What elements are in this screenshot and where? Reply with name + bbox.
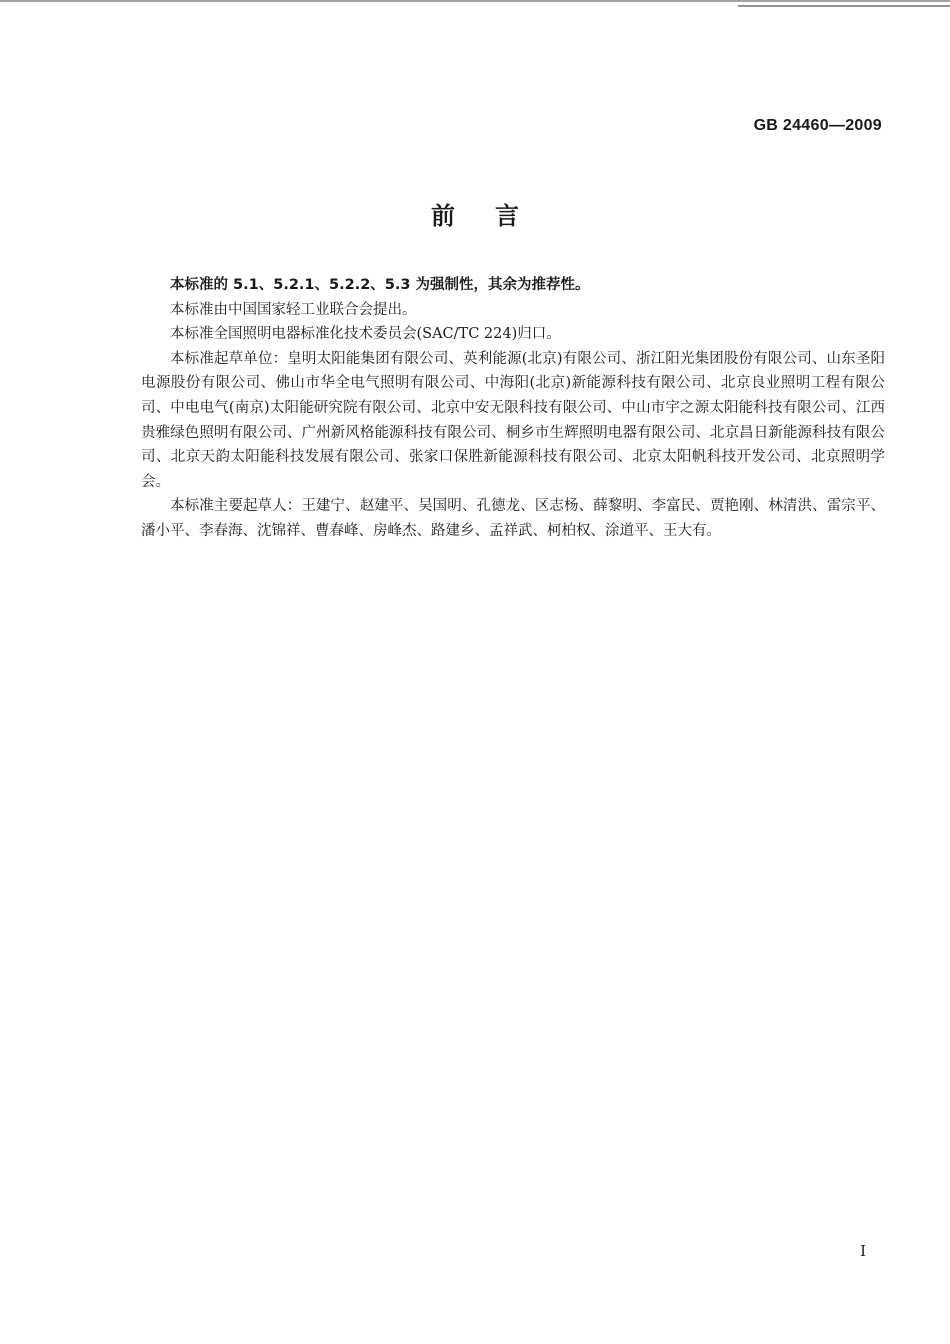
committee-paragraph: 本标准全国照明电器标准化技术委员会(SAC/TC 224)归口。 <box>170 326 561 343</box>
drafters-paragraph: 本标准主要起草人：王建宁、赵建平、吴国明、孔德龙、区志杨、薛黎明、李富民、贾艳刚、林清洪、雷宗平、潘小平、李春海、沈锦祥、曹春峰、房峰杰、路建乡、孟祥武、柯柏权、涂道平、王大有。 <box>141 498 885 539</box>
mandatory-clause-paragraph: 本标准的 5.1、5.2.1、5.2.2、5.3 为强制性，其余为推荐性。 <box>170 277 590 293</box>
standard-code: GB 24460—2009 <box>753 117 882 134</box>
page-title: 前言 <box>431 202 559 230</box>
proposer-paragraph: 本标准由中国国家轻工业联合会提出。 <box>170 301 417 318</box>
page-number: I <box>860 1242 866 1260</box>
drafting-units-paragraph: 本标准起草单位：皇明太阳能集团有限公司、英利能源(北京)有限公司、浙江阳光集团股份有限公司、山东圣阳电源股份有限公司、佛山市华全电气照明有限公司、中海阳(北京)新能源科技有限公司、北京良业照明工程有限公司、中电电气(南京)太阳能研究院有限公司、北京中安无限科技有限公司、中山市宇之源太阳能科技有限公司、江西贵雅绿色照明有限公司、广州新风格能源科技有限公司、桐乡市生辉照明电器有限公司、北京昌日新能源科技有限公司、北京天韵太阳能科技发展有限公司、张家口保胜新能源科技有限公司、北京太阳帆科技开发公司、北京照明学会。 <box>141 350 885 490</box>
foreword-body <box>141 273 885 544</box>
